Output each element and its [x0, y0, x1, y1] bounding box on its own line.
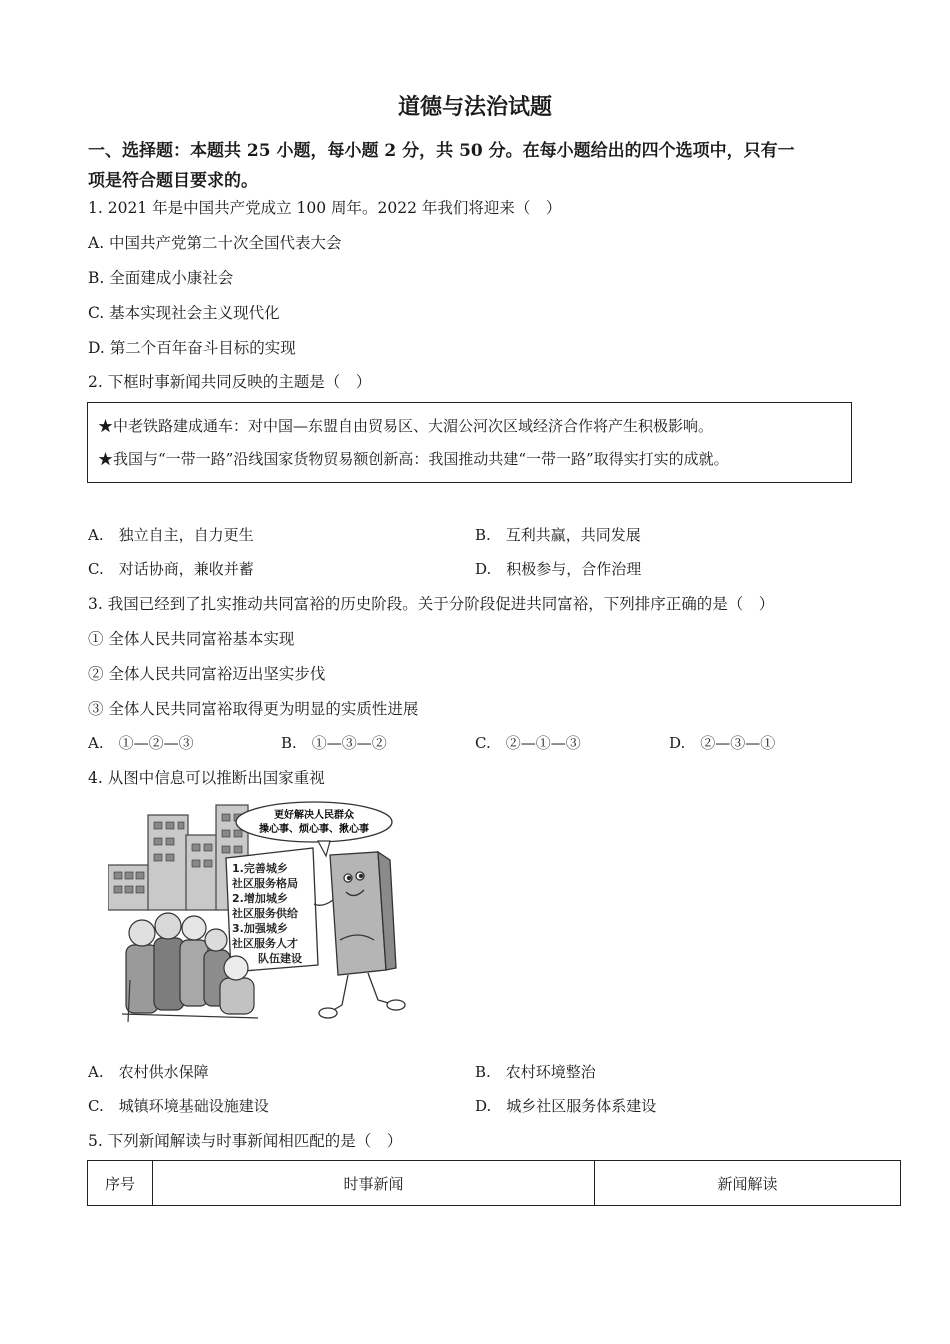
q1-option-c: C. 基本实现社会主义现代化: [88, 304, 280, 322]
q2-news-box: [87, 402, 852, 483]
q1-option-a: A. 中国共产党第二十次全国代表大会: [88, 234, 342, 252]
q3-option-b: B. ①—③—②: [281, 734, 387, 752]
q3-item-1: ① 全体人民共同富裕基本实现: [88, 630, 295, 648]
q4-option-a: A. 农村供水保障: [88, 1063, 209, 1081]
q3-option-c: C. ②—①—③: [475, 734, 581, 752]
q5-stem: 5. 下列新闻解读与时事新闻相匹配的是（ ）: [88, 1132, 403, 1150]
q3-stem: 3. 我国已经到了扎实推动共同富裕的历史阶段。关于分阶段促进共同富裕，下列排序正确的是（ ）: [88, 595, 775, 613]
speech-bubble: [236, 802, 392, 842]
book-character: [314, 852, 405, 1018]
q4-option-b: B. 农村环境整治: [475, 1063, 596, 1081]
q2-stem: 2. 下框时事新闻共同反映的主题是（ ）: [88, 373, 372, 391]
q5-table-header-row: [88, 1161, 901, 1206]
q4-option-d: D. 城乡社区服务体系建设: [475, 1097, 657, 1115]
q1-option-b: B. 全面建成小康社会: [88, 269, 234, 287]
q5-header-interpretation: 新闻解读: [595, 1161, 901, 1206]
board-line-1: 1.完善城乡: [232, 862, 288, 875]
q4-stem: 4. 从图中信息可以推断出国家重视: [88, 769, 325, 787]
page-title: 道德与法治试题: [397, 94, 552, 120]
board-line-5: 3.加强城乡: [232, 922, 288, 935]
q5-table: [87, 1160, 901, 1206]
q1-stem: 1. 2021 年是中国共产党成立 100 周年。2022 年我们将迎来（ ）: [88, 199, 562, 217]
speech-line-2: 操心事、烦心事、揪心事: [259, 824, 369, 835]
q1-option-d: D. 第二个百年奋斗目标的实现: [88, 339, 296, 357]
q3-option-d: D. ②—③—①: [669, 734, 776, 752]
q2-option-a: A. 独立自主，自力更生: [88, 526, 254, 544]
q3-option-a: A. ①—②—③: [88, 734, 194, 752]
board-line-2: 社区服务格局: [232, 877, 298, 890]
q2-news-item-1: ★中老铁路建成通车：对中国—东盟自由贸易区、大湄公河次区域经济合作将产生积极影响。: [98, 417, 714, 435]
q2-option-c: C. 对话协商，兼收并蓄: [88, 560, 254, 578]
board-line-6: 社区服务人才: [232, 937, 298, 950]
board-line-3: 2.增加城乡: [232, 892, 288, 905]
q5-header-news: 时事新闻: [153, 1161, 595, 1206]
q3-item-3: ③ 全体人民共同富裕取得更为明显的实质性进展: [88, 700, 419, 718]
q4-option-c: C. 城镇环境基础设施建设: [88, 1097, 269, 1115]
q2-option-b: B. 互利共赢，共同发展: [475, 526, 641, 544]
section-instructions-line1: 一、选择题：本题共 25 小题，每小题 2 分，共 50 分。在每小题给出的四个选项中，只有一: [88, 141, 795, 161]
section-instructions-line2: 项是符合题目要求的。: [88, 171, 258, 191]
board-line-7: 队伍建设: [258, 952, 302, 965]
q5-header-index: 序号: [88, 1161, 153, 1206]
q2-option-d: D. 积极参与，合作治理: [475, 560, 642, 578]
q2-news-item-2: ★我国与“一带一路”沿线国家货物贸易额创新高：我国推动共建“一带一路”取得实打实的成就。: [98, 450, 729, 468]
q4-cartoon-image: [108, 800, 418, 1030]
speech-line-1: 更好解决人民群众: [274, 810, 354, 821]
q3-item-2: ② 全体人民共同富裕迈出坚实步伐: [88, 665, 326, 683]
board-line-4: 社区服务供给: [232, 907, 298, 920]
